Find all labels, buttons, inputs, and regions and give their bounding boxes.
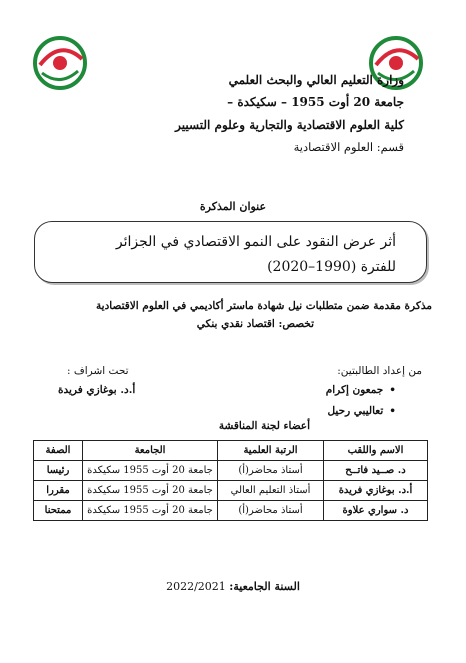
member-name: د. صــيد فاتــح — [324, 461, 428, 481]
thesis-statement: مذكرة مقدمة ضمن متطلبات نيل شهادة ماستر أكاديمي في العلوم الاقتصادية — [96, 300, 432, 312]
table-header-row — [34, 441, 428, 461]
header-name: الاسم واللقب — [324, 441, 428, 461]
supervision-label: تحت اشراف : — [67, 365, 129, 377]
supervisor-name: أ.د. بوغازي فريدة — [58, 384, 136, 396]
university-logo-icon — [32, 35, 88, 91]
academic-year-label: السنة الجامعية: — [229, 580, 300, 593]
specialization: تخصص: اقتصاد نقدي بنكي — [196, 318, 314, 330]
ministry-name: وزارة التعليم العالي والبحث العلمي — [228, 73, 404, 87]
student-name: •جمعون إكرام — [325, 384, 396, 396]
table-row — [34, 461, 428, 481]
member-rank: أستاذ التعليم العالي — [218, 481, 324, 501]
academic-year — [0, 580, 466, 593]
bullet-icon: • — [389, 384, 396, 396]
table-row — [34, 501, 428, 521]
jury-table — [33, 440, 428, 521]
memo-title-line2: للفترة (1990–2020) — [267, 259, 396, 275]
prepared-by-label: من إعداد الطالبتين: — [337, 365, 422, 377]
header-rank: الرتبة العلمية — [218, 441, 324, 461]
title-box — [34, 221, 427, 283]
member-name: أ.د. بوغازي فريدة — [324, 481, 428, 501]
member-university: جامعة 20 أوت 1955 سكيكدة — [83, 481, 218, 501]
member-name: د. سواري علاوة — [324, 501, 428, 521]
member-rank: أستاذ محاضر(أ) — [218, 501, 324, 521]
memo-title-line1: أثر عرض النقود على النمو الاقتصادي في الجزائر — [115, 234, 396, 250]
header-university: الجامعة — [83, 441, 218, 461]
faculty-name: كلية العلوم الاقتصادية والتجارية وعلوم التسيير — [175, 118, 404, 132]
member-university: جامعة 20 أوت 1955 سكيكدة — [83, 461, 218, 481]
bullet-icon: • — [389, 405, 396, 417]
student-name: •تعاليبي رحيل — [327, 405, 396, 417]
member-role: ممتحنا — [34, 501, 83, 521]
member-role: رئيسا — [34, 461, 83, 481]
department-name: قسم: العلوم الاقتصادية — [293, 140, 404, 154]
committee-label: أعضاء لجنة المناقشة — [218, 420, 310, 432]
member-role: مقررا — [34, 481, 83, 501]
memo-title-label: عنوان المذكرة — [199, 200, 267, 213]
table-row — [34, 481, 428, 501]
academic-year-value: 2022/2021 — [166, 580, 226, 593]
member-university: جامعة 20 أوت 1955 سكيكدة — [83, 501, 218, 521]
member-rank: أستاذ محاضر(أ) — [218, 461, 324, 481]
header-role: الصفة — [34, 441, 83, 461]
university-name: جامعة 20 أوت 1955 – سكيكدة – — [227, 95, 404, 109]
